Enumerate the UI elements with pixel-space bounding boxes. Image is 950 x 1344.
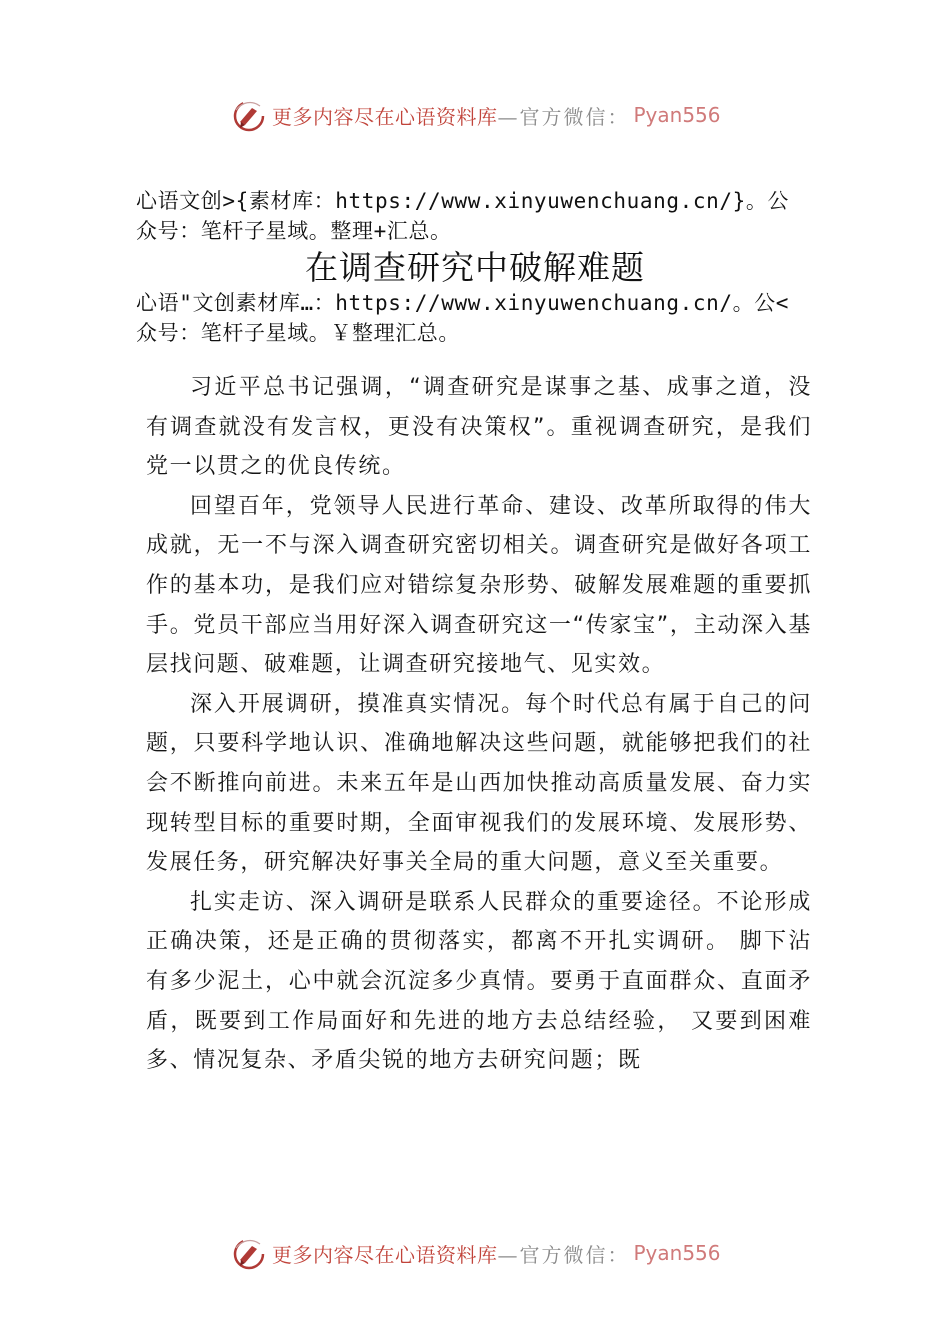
footer-watermark-banner (232, 1233, 752, 1273)
banner-wechat-id: Pyan556 (633, 1241, 721, 1265)
banner-promo-text: 更多内容尽在心语资料库 (272, 104, 498, 129)
source-note-1 (136, 186, 826, 246)
paragraph: 深入开展调研，摸准真实情况。每个时代总有属于自己的问题，只要科学地认识、准确地解决这些问题，就能够把我们的社会不断推向前进。未来五年是山西加快推动高质量发展、奋力实现转型目标的重要时期，全面审视我们的发展环境、发展形势、发展任务，研究解决好事关全局的重大问题，意义至关重要。 (146, 691, 812, 876)
source-note-2-line1: 心语"文创素材库…：https://www.xinyuwenchuang.cn/。公< (136, 291, 790, 315)
source-note-1-line2: 众号：笔杆子星域。整理+汇总。 (136, 219, 452, 243)
banner-wechat-label: —官方微信： (497, 104, 630, 129)
header-watermark-banner (232, 95, 752, 135)
source-note-2 (136, 288, 826, 348)
banner-promo-text: 更多内容尽在心语资料库 (272, 1242, 498, 1267)
quill-pen-logo-icon (232, 1236, 266, 1270)
quill-pen-logo-icon (232, 98, 266, 132)
source-note-2-line2: 众号：笔杆子星域。￥整理汇总。 (136, 321, 460, 345)
paragraph: 习近平总书记强调，“调查研究是谋事之基、成事之道，没有调查就没有发言权，更没有决策权”。重视调查研究，是我们党一以贯之的优良传统。 (146, 375, 812, 480)
paragraph: 回望百年，党领导人民进行革命、建设、改革所取得的伟大成就，无一不与深入调查研究密切相关。调查研究是做好各项工作的基本功，是我们应对错综复杂形势、破解发展难题的重要抓手。党员干部应当用好深入调查研究这一“传家宝”，主动深入基层找问题、破难题，让调查研究接地气、见实效。 (146, 493, 812, 678)
banner-wechat-label: —官方微信： (497, 1242, 630, 1267)
banner-wechat-id: Pyan556 (633, 103, 721, 127)
paragraph: 扎实走访、深入调研是联系人民群众的重要途径。不论形成正确决策，还是正确的贯彻落实，都离不开扎实调研。 脚下沾有多少泥土，心中就会沉淀多少真情。要勇于直面群众、直面矛盾，既要到工作局面好和先进的地方去总结经验， 又要到困难多、情况复杂、矛盾尖锐的地方去研究问题；既 (146, 889, 812, 1074)
document-body (146, 368, 812, 1081)
source-note-1-line1: 心语文创>{素材库：https://www.xinyuwenchuang.cn/}。公 (136, 189, 790, 213)
document-title: 在调查研究中破解难题 (305, 248, 645, 287)
